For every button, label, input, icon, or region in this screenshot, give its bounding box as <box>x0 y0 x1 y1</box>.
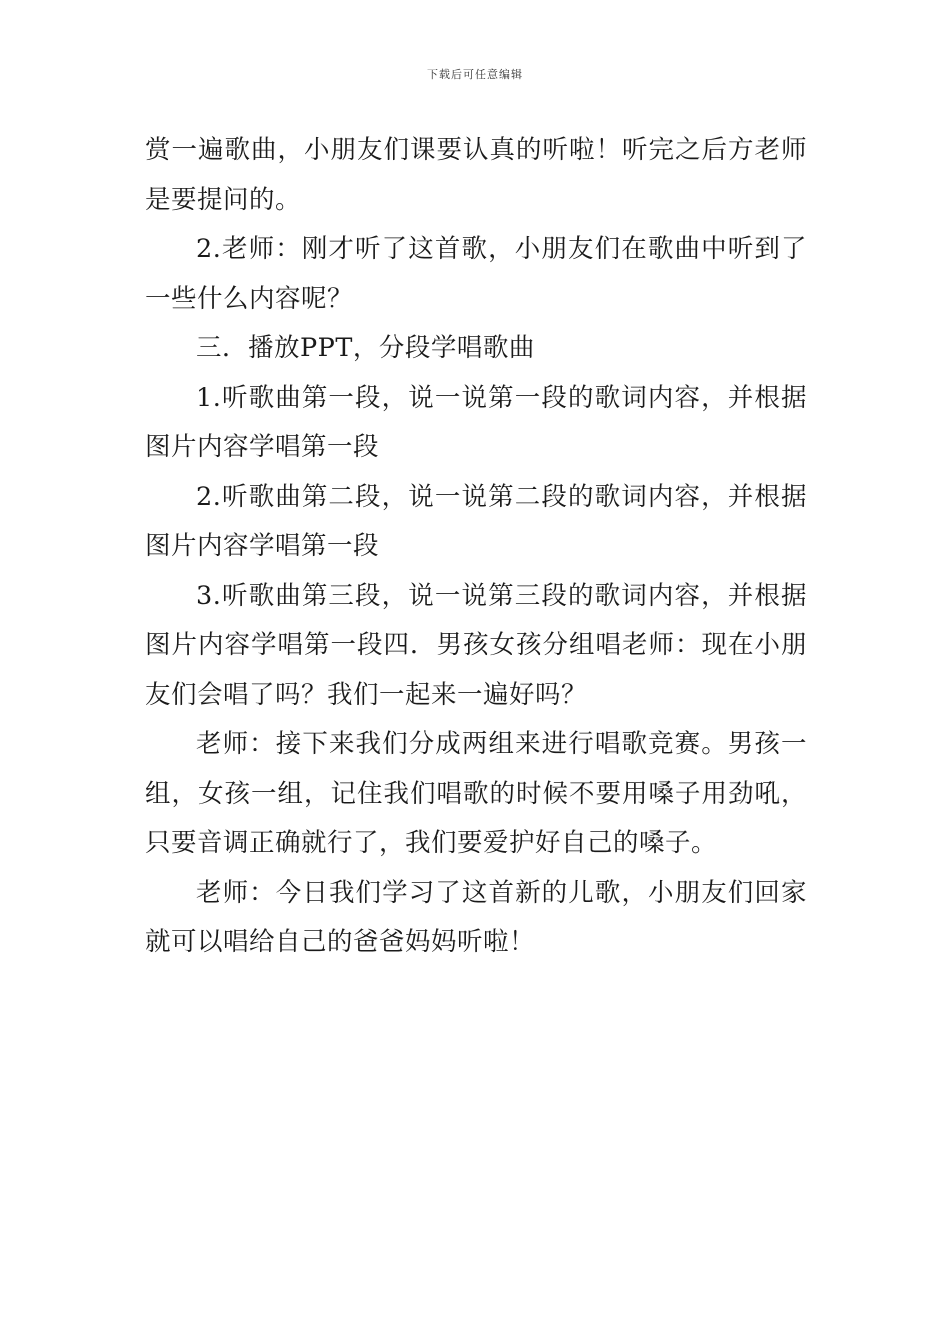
page-header-note: 下载后可任意编辑 <box>427 68 523 81</box>
paragraph-5: 2.听歌曲第二段，说一说第二段的歌词内容，并根据图片内容学唱第一段 <box>145 481 807 561</box>
paragraph-8: 老师：今日我们学习了这首新的儿歌，小朋友们回家就可以唱给自己的爸爸妈妈听啦！ <box>145 877 807 957</box>
document-body <box>145 126 807 968</box>
paragraph-2: 2.老师：刚才听了这首歌，小朋友们在歌曲中听到了一些什么内容呢？ <box>145 234 807 314</box>
paragraph-3-section-heading: 三．播放PPT，分段学唱歌曲 <box>196 333 535 363</box>
paragraph-4: 1.听歌曲第一段，说一说第一段的歌词内容，并根据图片内容学唱第一段 <box>145 382 807 462</box>
paragraph-6: 3.听歌曲第三段，说一说第三段的歌词内容，并根据图片内容学唱第一段四．男孩女孩分组唱老师：现在小朋友们会唱了吗？我们一起来一遍好吗？ <box>145 580 807 710</box>
paragraph-7: 老师：接下来我们分成两组来进行唱歌竞赛。男孩一组，女孩一组，记住我们唱歌的时候不要用嗓子用劲吼，只要音调正确就行了，我们要爱护好自己的嗓子。 <box>145 729 807 858</box>
paragraph-1: 赏一遍歌曲，小朋友们课要认真的听啦！听完之后方老师是要提问的。 <box>145 135 807 215</box>
